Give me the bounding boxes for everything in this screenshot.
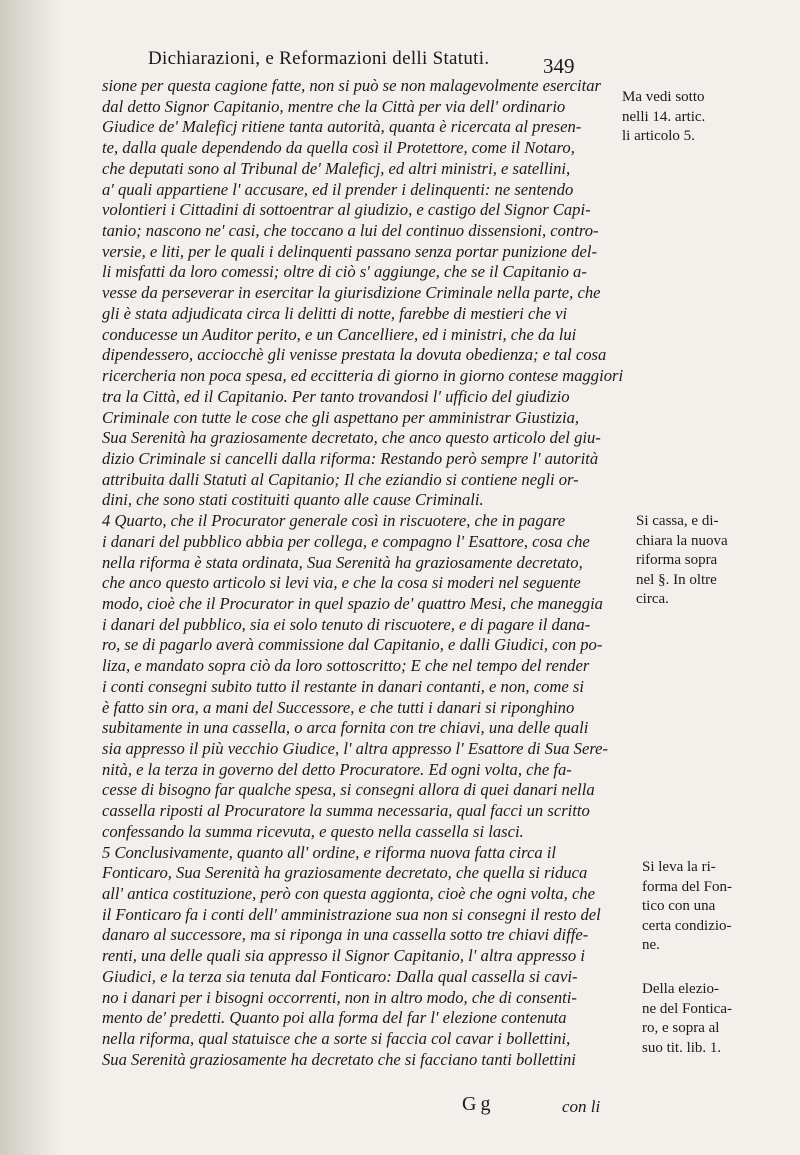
margin-note-line: ro, e sopra al — [642, 1020, 720, 1036]
margin-note-3 — [642, 858, 732, 956]
margin-note-line: circa. — [636, 591, 669, 607]
body-text — [102, 76, 622, 1071]
text-line: 4 Quarto, che il Procurator generale così in riscuotere, che in pagare — [102, 511, 566, 531]
margin-note-line: tico con una — [642, 898, 716, 914]
text-line: 5 Conclusivamente, quanto all' ordine, e riforma nuova fatta circa il — [102, 842, 556, 862]
text-line: il Fonticaro fa i conti dell' amministrazione sua non si consegni il resto del — [102, 904, 601, 924]
text-line: cesse di bisogno far qualche spesa, si consegni allora di quei danari nella — [102, 780, 595, 800]
text-line: subitamente in una cassella, o arca fornita con tre chiavi, una delle quali — [102, 718, 589, 738]
text-line: no i danari per i bisogni occorrenti, non in altro modo, che di consenti- — [102, 987, 577, 1007]
text-line: attribuita dalli Statuti al Capitanio; Il che eziandio si contiene negli or- — [102, 469, 579, 489]
text-line: sione per questa cagione fatte, non si può se non malagevolmente esercitar — [102, 76, 601, 95]
text-line: modo, cioè che il Procurator in quel spazio de' quattro Mesi, che maneggia — [102, 593, 603, 613]
text-line: dipendessero, acciocchè gli venisse prestata la dovuta obedienza; e tal cosa — [102, 345, 607, 365]
text-line: che deputati sono al Tribunal de' Maleficj, ed altri ministri, e satellini, — [102, 158, 571, 178]
margin-note-line: ne del Fontica- — [642, 1000, 732, 1017]
margin-note-line: riforma sopra — [636, 552, 718, 568]
text-line: tra la Città, ed il Capitanio. Per tanto trovandosi l' ufficio del giudizio — [102, 386, 570, 406]
text-line: a' quali appartiene l' accusare, ed il prender i delinquenti: ne sentendo — [102, 179, 574, 199]
text-line: dini, che sono stati costituiti quanto alle cause Criminali. — [102, 490, 484, 510]
text-line: confessando la summa ricevuta, e questo nella cassella si lasci. — [102, 821, 524, 841]
text-line: nella riforma è stata ordinata, Sua Serenità ha graziosamente decretato, — [102, 552, 583, 572]
margin-note-line: Ma vedi sotto — [622, 89, 705, 105]
text-line: dal detto Signor Capitanio, mentre che la Città per via dell' ordinario — [102, 96, 566, 116]
text-line: gli è stata adjudicata circa li delitti di notte, farebbe di mestieri che vi — [102, 303, 568, 323]
margin-note-line: Si cassa, e di- — [636, 513, 719, 529]
text-line: vesse da perseverar in esercitar la giurisdizione Criminale nella parte, che — [102, 283, 601, 303]
margin-note-4 — [642, 980, 732, 1058]
text-line: volontieri i Cittadini di sottoentrar al giudizio, e castigo del Signor Capi- — [102, 200, 591, 220]
text-line: i danari del pubblico, sia ei solo tenuto di riscuotere, e di pagare il dana- — [102, 614, 591, 634]
running-head: Dichiarazioni, e Reformazioni delli Statuti. — [148, 48, 490, 69]
text-line: dizio Criminale si cancelli dalla riforma: Restando però sempre l' autorità — [102, 448, 599, 468]
margin-note-2 — [636, 512, 728, 610]
page-number: 349 — [543, 54, 575, 78]
margin-note-line: li articolo 5. — [622, 128, 695, 144]
margin-note-1 — [622, 88, 705, 147]
margin-note-line: certa condizio- — [642, 917, 732, 934]
text-line: Giudice de' Maleficj ritiene tanta autorità, quanta è ricercata al presen- — [102, 117, 582, 137]
text-line: è fatto sin ora, a mani del Successore, e che tutti i danari si riponghino — [102, 697, 575, 717]
text-line: cassella riposti al Procuratore la summa necessaria, qual facci un scritto — [102, 801, 590, 821]
text-line: conducesse un Auditor perito, e un Cancelliere, ed i ministri, che da lui — [102, 324, 577, 344]
margin-note-line: chiara la nuova — [636, 532, 728, 549]
text-line: te, dalla quale dependendo da quella così il Protettore, come il Notaro, — [102, 138, 575, 158]
text-line: Sua Serenità ha graziosamente decretato, che anco questo articolo del giu- — [102, 428, 601, 448]
text-line: ricercheria non poca spesa, ed eccitteria di giorno in giorno contese maggiori — [102, 366, 624, 386]
text-line: mento de' predetti. Quanto poi alla forma del far l' elezione contenuta — [102, 1008, 567, 1028]
text-line: i danari del pubblico abbia per collega, e compagno l' Esattore, cosa che — [102, 531, 590, 551]
text-line: versie, e liti, per le quali i delinquenti passano senza portar punizione del- — [102, 241, 597, 261]
text-line: i conti consegni subito tutto il restante in danari contanti, e non, come si — [102, 676, 584, 696]
margin-note-line: forma del Fon- — [642, 878, 732, 895]
text-line: nella riforma, qual statuisce che a sorte si faccia col cavar i bollettini, — [102, 1029, 571, 1049]
text-line: che anco questo articolo si levi via, e che la cosa si moderi nel seguente — [102, 573, 581, 593]
signature-mark: Gg — [462, 1093, 495, 1115]
text-line: Criminale con tutte le cose che gli aspettano per amministrar Giustizia, — [102, 407, 580, 427]
margin-note-line: suo tit. lib. 1. — [642, 1039, 722, 1056]
text-line: sia appresso il più vecchio Giudice, l' altra appresso l' Esattore di Sua Sere- — [102, 739, 609, 758]
text-line: danaro al successore, ma si riponga in una cassella sotto tre chiavi diffe- — [102, 925, 589, 945]
text-line: Giudici, e la terza sia tenuta dal Fonticaro: Dalla qual cassella si cavi- — [102, 966, 578, 986]
text-line: Fonticaro, Sua Serenità ha graziosamente decretato, che quella si riduca — [102, 863, 588, 883]
margin-note-line: nel §. In oltre — [636, 571, 717, 588]
text-line: li misfatti da loro comessi; oltre di ciò s' aggiunge, che se il Capitanio a- — [102, 262, 587, 282]
text-line: tanio; nascono ne' casi, che toccano a lui del continuo dissensioni, contro- — [102, 221, 599, 241]
text-line: renti, una delle quali sia appresso il Signor Capitanio, l' altra appresso i — [102, 946, 585, 966]
text-line: all' antica costituzione, però con questa aggionta, cioè che ogni volta, che — [102, 884, 595, 904]
margin-note-line: Si leva la ri- — [642, 859, 716, 875]
text-line: Sua Serenità graziosamente ha decretato che si facciano tanti bollettini — [102, 1049, 576, 1069]
margin-note-line: nelli 14. artic. — [622, 108, 706, 125]
text-line: nità, e la terza in governo del detto Procuratore. Ed ogni volta, che fa- — [102, 759, 572, 779]
margin-note-line: ne. — [642, 937, 660, 953]
margin-note-line: Della elezio- — [642, 981, 720, 997]
text-line: liza, e mandato sopra ciò da loro sottoscritto; E che nel tempo del render — [102, 656, 590, 676]
text-line: ro, se di pagarlo averà commissione dal Capitanio, e dalli Giudici, con po- — [102, 635, 603, 655]
catchword: con li — [562, 1097, 601, 1116]
